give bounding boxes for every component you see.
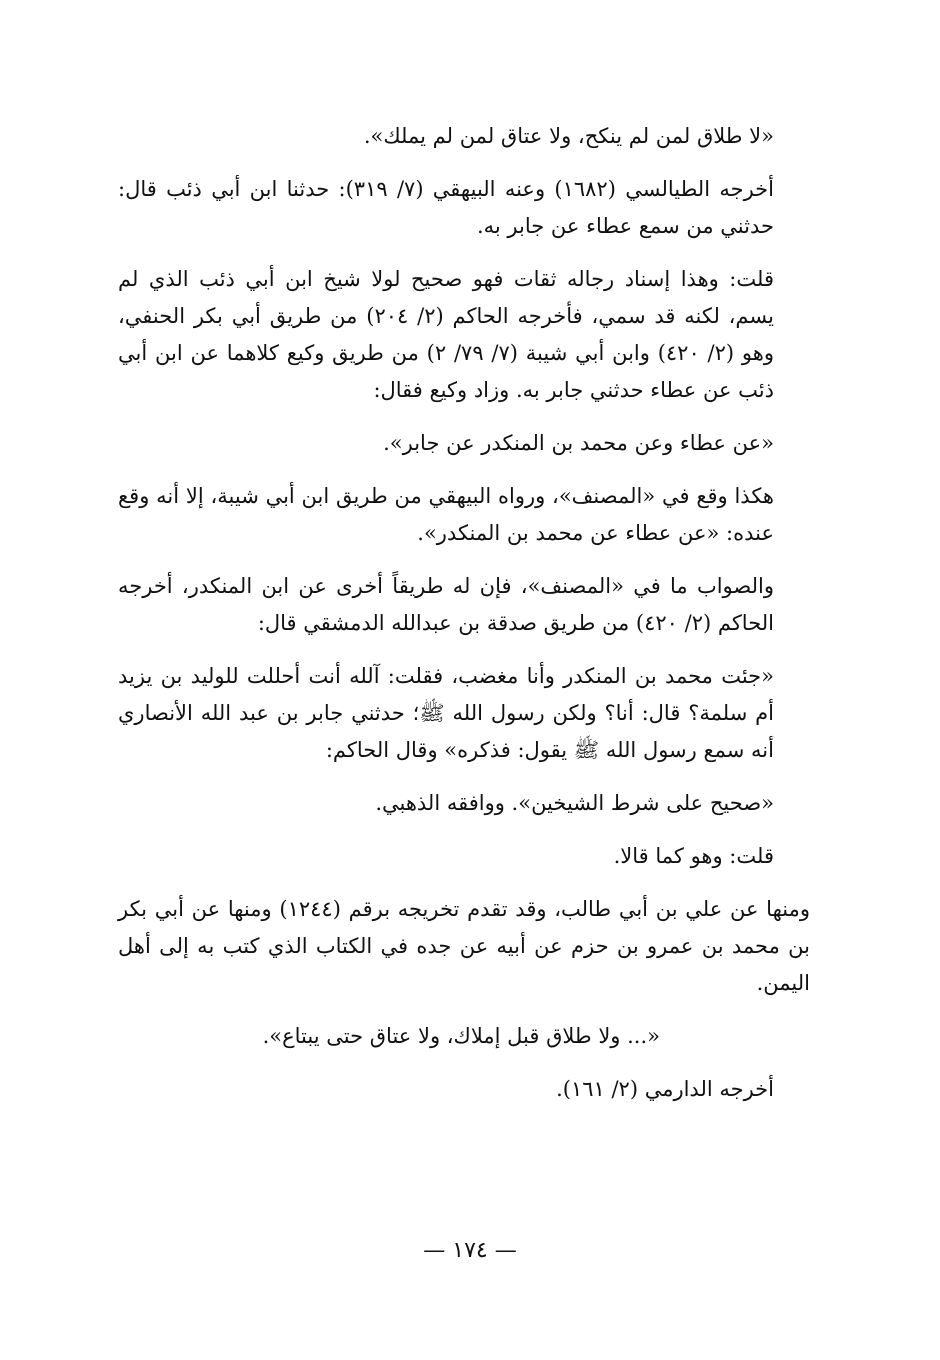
takhrij-paragraph-2: أخرجه الدارمي (٢/ ١٦١). xyxy=(556,1077,774,1101)
author-remark: قلت: وهو كما قالا. xyxy=(613,844,774,868)
commentary-paragraph-3: والصواب ما في «المصنف»، فإن له طريقاً أخرى عن ابن المنكدر، أخرجه الحاكم (٢/ ٤٢٠) من طريق صدقة بن عبدالله الدمشقي قال: xyxy=(118,574,774,635)
takhrij-paragraph-1: أخرجه الطيالسي (١٦٨٢) وعنه البيهقي (٧/ ٣١٩): حدثنا ابن أبي ذئب قال: حدثني من سمع عطاء عن جابر به. xyxy=(118,177,774,238)
commentary-paragraph-4: ومنها عن علي بن أبي طالب، وقد تقدم تخريجه برقم (١٢٤٤) ومنها عن أبي بكر بن محمد بن عمرو بن حزم عن أبيه عن جده في الكتاب الذي كتب به إلى أهل اليمن. xyxy=(118,897,810,995)
narration-paragraph: «جئت محمد بن المنكدر وأنا مغضب، فقلت: آلله أنت أحللت للوليد بن يزيد أم سلمة؟ قال: أنا؟ ولكن رسول الله ﷺ؛ حدثني جابر بن عبد الله الأنصاري أنه سمع رسول الله ﷺ يقول: فذكره» وقال الحاكم: xyxy=(118,664,774,762)
commentary-paragraph-2: هكذا وقع في «المصنف»، ورواه البيهقي من طريق ابن أبي شيبة، إلا أنه وقع عنده: «عن عطاء عن محمد بن المنكدر». xyxy=(118,484,774,545)
hadith-quote-1: «لا طلاق لمن لم ينكح، ولا عتاق لمن لم يملك». xyxy=(363,124,774,148)
hadith-quote-3: «... ولا طلاق قبل إملاك، ولا عتاق حتى يبتاع». xyxy=(262,1024,660,1048)
hadith-quote-2: «عن عطاء وعن محمد بن المنكدر عن جابر». xyxy=(383,431,774,455)
text-body xyxy=(118,118,810,1124)
hakim-grading: «صحيح على شرط الشيخين». ووافقه الذهبي. xyxy=(375,791,774,815)
commentary-paragraph-1: قلت: وهذا إسناد رجاله ثقات فهو صحيح لولا شيخ ابن أبي ذئب الذي لم يسم، لكنه قد سمي، فأخرجه الحاكم (٢/ ٢٠٤) من طريق أبي بكر الحنفي، وهو (٢/ ٤٢٠) وابن أبي شيبة (٧/ ٧٩/ ٢) من طريق وكيع كلاهما عن ابن أبي ذئب عن عطاء حدثني جابر به. وزاد وكيع فقال: xyxy=(118,267,774,402)
page-number: — ١٧٤ — xyxy=(423,1238,517,1263)
